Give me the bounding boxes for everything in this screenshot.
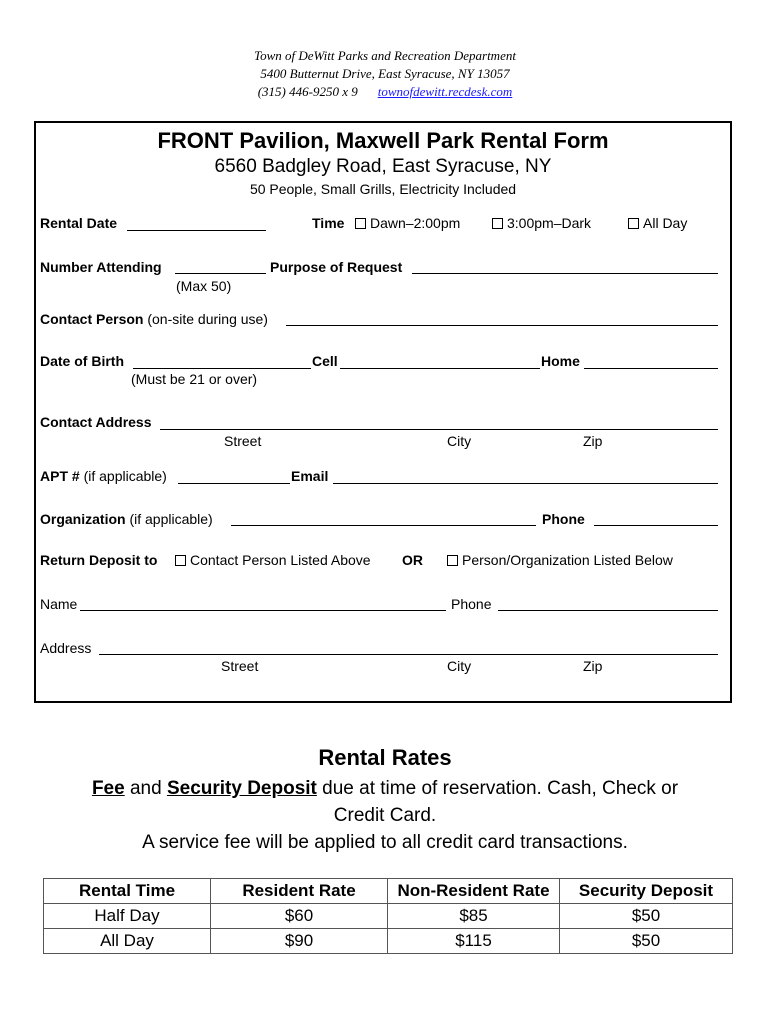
- return-option-contact[interactable]: Contact Person Listed Above: [175, 552, 371, 568]
- service-fee-note: A service fee will be applied to all credit card transactions.: [142, 832, 628, 853]
- column-header: Resident Rate: [211, 879, 388, 904]
- org-phone-field[interactable]: [594, 525, 718, 526]
- table-cell: All Day: [44, 929, 211, 954]
- max-attending-note: (Max 50): [176, 278, 232, 294]
- table-cell: $60: [211, 904, 388, 929]
- phone-field[interactable]: [498, 610, 718, 611]
- time-option-dawn[interactable]: Dawn–2:00pm: [355, 215, 460, 231]
- phone-label: Phone: [451, 596, 492, 612]
- dept-name: Town of DeWitt Parks and Recreation Department: [254, 48, 516, 63]
- table-header-row: [44, 879, 733, 904]
- organization-field[interactable]: [231, 525, 536, 526]
- checkbox-icon[interactable]: [175, 555, 186, 566]
- table-cell: Half Day: [44, 904, 211, 929]
- dob-label: Date of Birth: [40, 353, 124, 369]
- apt-field[interactable]: [178, 483, 290, 484]
- table-row: [44, 904, 733, 929]
- checkbox-icon[interactable]: [355, 218, 366, 229]
- time-label: Time: [312, 215, 345, 231]
- dept-phone: (315) 446-9250 x 9: [257, 84, 358, 99]
- contact-address-field[interactable]: [160, 429, 718, 430]
- pavilion-features: 50 People, Small Grills, Electricity Included: [249, 181, 517, 197]
- zip-label-2: Zip: [583, 658, 603, 674]
- organization-row-label: Organization (if applicable): [40, 511, 213, 527]
- checkbox-icon[interactable]: [492, 218, 503, 229]
- apt-row-label: APT # (if applicable): [40, 468, 167, 484]
- dob-field[interactable]: [133, 368, 311, 369]
- table-cell: $90: [211, 929, 388, 954]
- return-option-organization[interactable]: Person/Organization Listed Below: [447, 552, 673, 568]
- name-label: Name: [40, 596, 78, 612]
- table-cell: $85: [388, 904, 560, 929]
- street-label-2: Street: [221, 658, 259, 674]
- table-cell: $50: [560, 904, 733, 929]
- name-field[interactable]: [80, 610, 446, 611]
- email-label: Email: [291, 468, 329, 484]
- contact-address-label: Contact Address: [40, 414, 152, 430]
- city-label-2: City: [447, 658, 472, 674]
- column-header: Rental Time: [44, 879, 211, 904]
- rental-form-box: [34, 121, 732, 703]
- zip-label: Zip: [583, 433, 603, 449]
- number-attending-field[interactable]: [175, 273, 266, 274]
- street-label: Street: [224, 433, 262, 449]
- address-label: Address: [40, 640, 92, 656]
- column-header: Security Deposit: [560, 879, 733, 904]
- rental-rates-table: [43, 878, 733, 954]
- cell-field[interactable]: [340, 368, 540, 369]
- pavilion-address: 6560 Badgley Road, East Syracuse, NY: [214, 156, 552, 177]
- website-link[interactable]: townofdewitt.recdesk.com: [377, 84, 513, 99]
- or-label: OR: [402, 552, 423, 568]
- return-deposit-label: Return Deposit to: [40, 552, 158, 568]
- time-option-all-day[interactable]: All Day: [628, 215, 687, 231]
- checkbox-icon[interactable]: [447, 555, 458, 566]
- org-phone-label: Phone: [542, 511, 585, 527]
- table-cell: $115: [388, 929, 560, 954]
- rental-date-field[interactable]: [127, 230, 266, 231]
- dept-address: 5400 Butternut Drive, East Syracuse, NY 13057: [260, 66, 510, 81]
- rates-note-line1: Fee and Security Deposit due at time of reservation. Cash, Check or: [91, 778, 679, 799]
- purpose-label: Purpose of Request: [270, 259, 403, 275]
- table-cell: $50: [560, 929, 733, 954]
- address-field[interactable]: [99, 654, 718, 655]
- rates-note-line2: Credit Card.: [333, 805, 437, 826]
- contact-person-row-label: Contact Person (on-site during use): [40, 311, 268, 327]
- rental-rates-heading: Rental Rates: [318, 745, 452, 770]
- rental-date-label: Rental Date: [40, 215, 118, 231]
- dob-note: (Must be 21 or over): [131, 371, 258, 387]
- cell-label: Cell: [312, 353, 338, 369]
- form-title: FRONT Pavilion, Maxwell Park Rental Form: [157, 128, 609, 153]
- purpose-field[interactable]: [412, 273, 718, 274]
- dept-contact: [0, 84, 770, 100]
- checkbox-icon[interactable]: [628, 218, 639, 229]
- home-field[interactable]: [584, 368, 718, 369]
- number-attending-label: Number Attending: [40, 259, 162, 275]
- email-field[interactable]: [333, 483, 718, 484]
- city-label: City: [447, 433, 472, 449]
- table-row: [44, 929, 733, 954]
- column-header: Non-Resident Rate: [388, 879, 560, 904]
- time-option-dark[interactable]: 3:00pm–Dark: [492, 215, 591, 231]
- contact-person-field[interactable]: [286, 325, 718, 326]
- home-label: Home: [541, 353, 580, 369]
